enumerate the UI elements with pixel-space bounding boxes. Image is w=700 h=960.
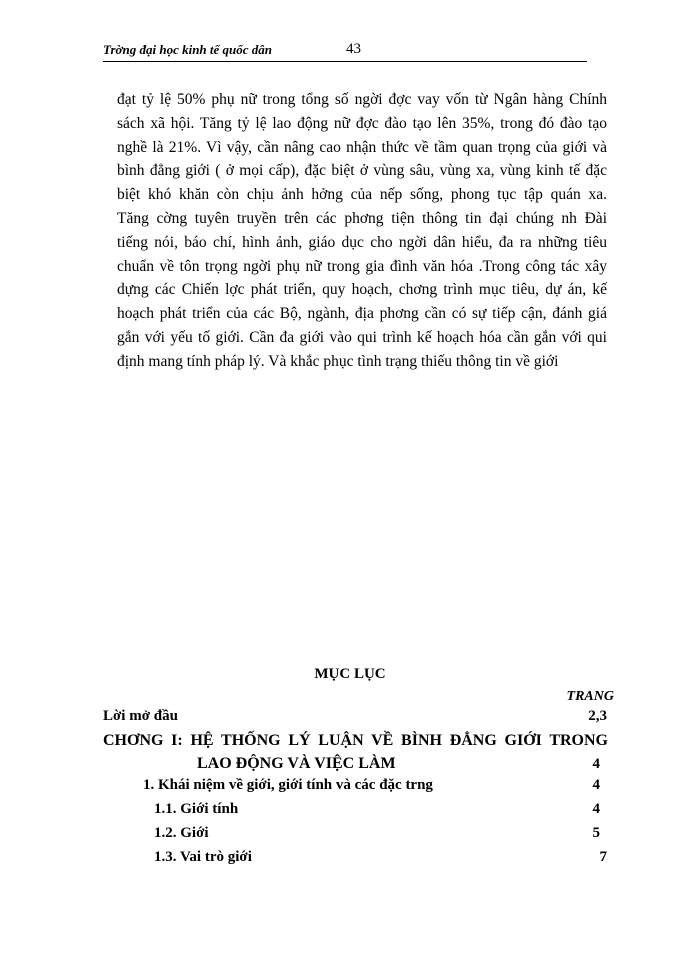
page-header <box>103 41 587 62</box>
body-line: chuẩn về tôn trọng ngời phụ nữ trong gia đình văn hóa .Trong công tác xây <box>117 257 607 275</box>
toc-chapter-page: 4 <box>592 756 600 772</box>
toc-item: 1.2. Giới <box>154 825 209 841</box>
body-line: tiếng nói, báo chí, hình ảnh, giáo dục cho ngời dân hiểu, đa ra những tiêu <box>117 233 607 251</box>
header-page-number: 43 <box>346 41 361 57</box>
toc-item: 1. Khái niệm về giới, giới tính và các đặc trng <box>143 777 433 793</box>
toc-page-column-label: TRANG <box>566 689 614 704</box>
toc-intro-page: 2,3 <box>588 708 607 724</box>
body-line: gắn với yếu tố giới. Cần đa giới vào qui trình kế hoạch hóa cần gắn với qui <box>117 328 607 346</box>
body-line: bình đẳng giới ( ở mọi cấp), đặc biệt ở vùng sâu, vùng xa, vùng kinh tế đặc <box>117 162 607 180</box>
body-line: định mang tính pháp lý. Và khắc phục tình trạng thiếu thông tin về giới <box>117 352 559 370</box>
toc-item-page: 4 <box>592 801 600 817</box>
body-line: Tăng cờng tuyên truyền trên các phơng tiện thông tin đại chúng nh Đài <box>117 209 607 227</box>
toc-intro-label: Lời mở đầu <box>103 708 178 724</box>
body-line: hoạch phát triển của các Bộ, ngành, địa phơng cần có sự tiếp cận, đánh giá <box>117 305 607 323</box>
toc-item-page: 7 <box>599 849 607 865</box>
body-paragraph <box>117 88 607 374</box>
toc-item-page: 4 <box>592 777 600 793</box>
toc-item: 1.1. Giới tính <box>154 801 239 817</box>
body-line: dựng các Chiến lợc phát triển, quy hoạch, chơng trình mục tiêu, dự án, kế <box>117 281 607 299</box>
header-title: Trờng đại học kinh tế quốc dân <box>103 42 273 57</box>
body-line: nghề là 21%. Vì vậy, cần nâng cao nhận thức về tầm quan trọng của giới và <box>117 138 607 156</box>
toc-item-page: 5 <box>592 825 600 841</box>
toc-title: MỤC LỤC <box>314 666 386 682</box>
body-line: đạt tỷ lệ 50% phụ nữ trong tổng số ngời đợc vay vốn từ Ngân hàng Chính <box>117 91 607 108</box>
body-line: sách xã hội. Tăng tỷ lệ lao động nữ đợc đào tạo lên 35%, trong đó đào tạo <box>117 114 607 132</box>
toc-chapter-subtitle: LAO ĐỘNG VÀ VIỆC LÀM <box>197 755 396 772</box>
toc-chapter-heading: CHƠNG I: HỆ THỐNG LÝ LUẬN VỀ BÌNH ĐẲNG GIỚI TRONG <box>103 732 608 749</box>
toc-item: 1.3. Vai trò giới <box>154 849 252 865</box>
body-line: biệt khó khăn còn chịu ảnh hởng của nếp sống, phong tục tập quán xa. <box>117 186 607 204</box>
